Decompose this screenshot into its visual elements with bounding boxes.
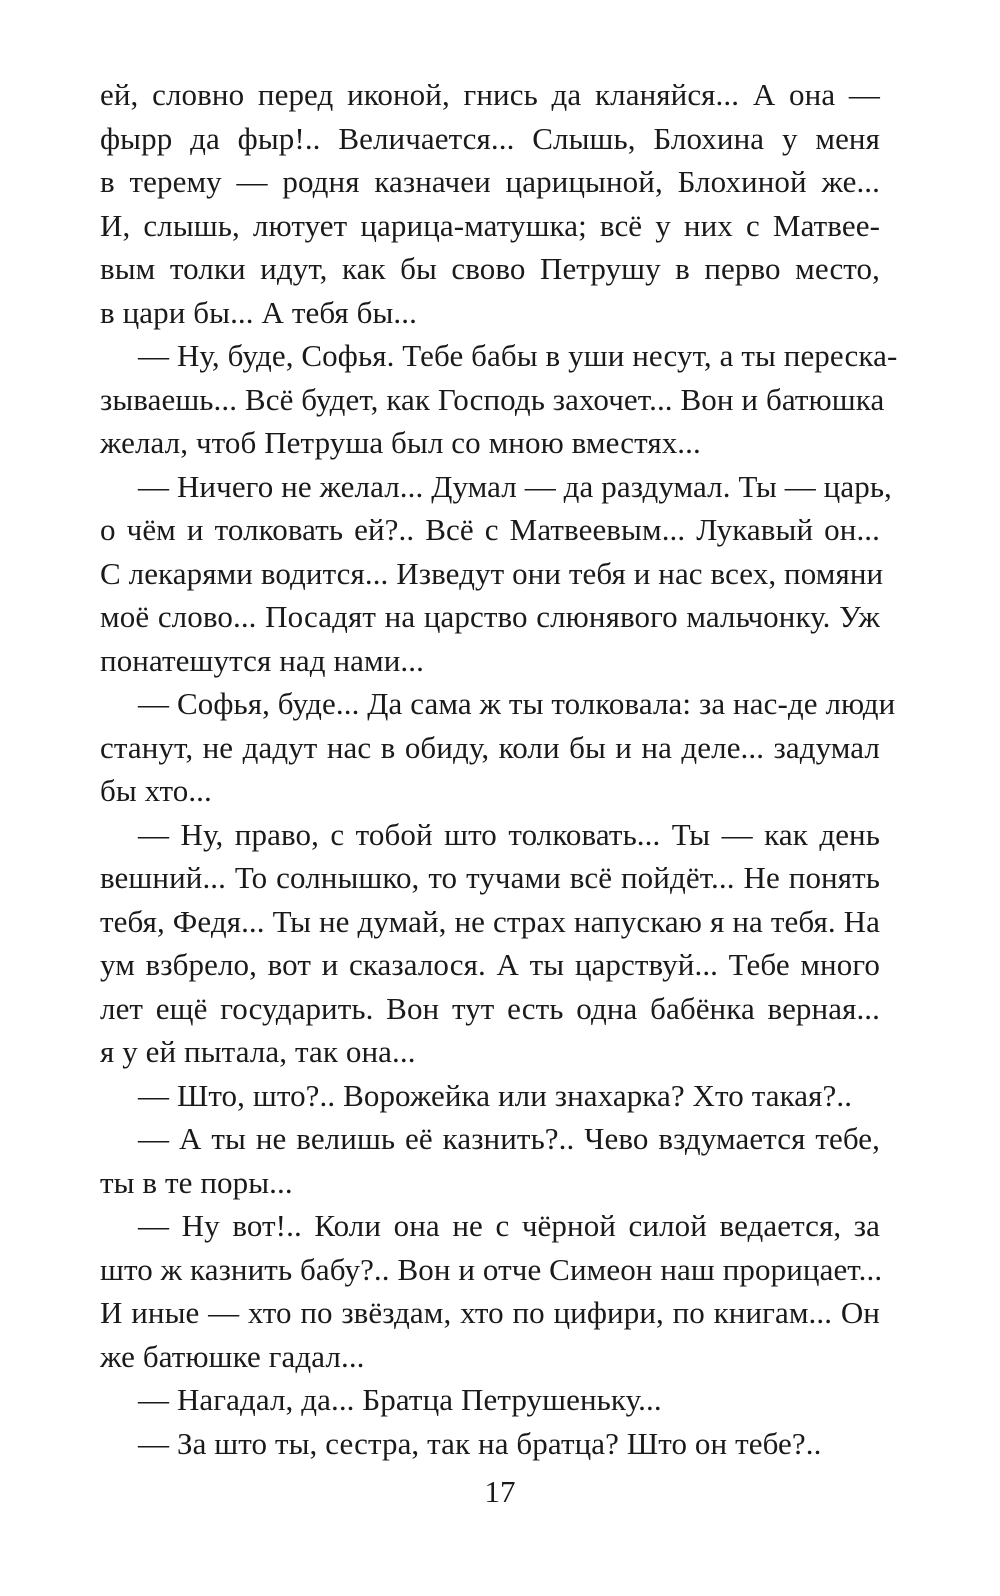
text-line: — Софья, буде... Да сама ж ты толковала: за нас-де люди (138, 686, 896, 721)
text-line: фырр да фыр!.. Величается... Слышь, Блохина у меня (100, 120, 880, 156)
text-line: — Што, што?.. Ворожейка или знахарка? Хто такая?.. (138, 1077, 853, 1113)
text-line: в терему — родня казначеи царицыной, Блохиной же... (100, 164, 880, 199)
page-body-text (100, 73, 898, 1465)
text-line: вым толки идут, как бы свово Петрушу в перво место, (100, 251, 880, 286)
text-line: — За што ты, сестра, так на братца? Што он тебе?.. (138, 1425, 822, 1461)
text-line: бы хто... (100, 773, 212, 808)
page-number: 17 (484, 1474, 516, 1509)
text-line: понатешутся над нами... (100, 642, 424, 678)
text-line: лет ещё государить. Вон тут есть одна бабёнка верная... (100, 990, 880, 1026)
text-line: И иные — хто по звёздам, хто по цифири, по книгам... Он (100, 1295, 880, 1330)
text-line: тебя, Федя... Ты не думай, не страх напускаю я на тебя. На (100, 903, 880, 939)
text-line: ты в те поры... (100, 1164, 293, 1200)
text-line: зываешь... Всё будет, как Господь захочет... Вон и батюшка (100, 381, 885, 417)
text-line: С лекарями водится... Изведут они тебя и нас всех, помяни (100, 555, 884, 591)
text-line: моё слово... Посадят на царство слюнявого мальчонку. Уж (100, 599, 880, 634)
text-line: я у ей пытала, так она... (100, 1034, 416, 1069)
text-line: вешний... То солнышко, то тучами всё пойдёт... Не понять (100, 860, 880, 895)
text-line: же батюшке гадал... (100, 1338, 365, 1374)
text-line: — Ну, буде, Софья. Тебе бабы в уши несут, а ты переска- (138, 338, 898, 373)
text-line: — Ничего не желал... Думал — да раздумал. Ты — царь, (138, 468, 892, 504)
text-line: желал, чтоб Петруша был со мною вместях... (100, 425, 701, 460)
text-line: што ж казнить бабу?.. Вон и отче Симеон наш прорицает... (100, 1251, 883, 1287)
text-line: — Ну вот!.. Коли она не с чёрной силой ведается, за (138, 1208, 880, 1243)
text-line: о чём и толковать ей?.. Всё с Матвеевым... Лукавый он... (100, 512, 880, 547)
text-line: станут, не дадут нас в обиду, коли бы и на деле... задумал (100, 729, 880, 765)
text-line: — Нагадал, да... Братца Петрушеньку... (138, 1382, 662, 1417)
text-line: И, слышь, лютует царица-матушка; всё у них с Матвее- (100, 207, 880, 243)
text-line: — А ты не велишь её казнить?.. Чево вздумается тебе, (138, 1121, 880, 1156)
text-line: ей, словно перед иконой, гнись да кланяйся... А она — (100, 77, 880, 112)
text-line: ум взбрело, вот и сказалося. А ты царствуй... Тебе много (100, 947, 880, 982)
text-line: в цари бы... А тебя бы... (100, 294, 417, 330)
text-line: — Ну, право, с тобой што толковать... Ты — как день (138, 816, 880, 852)
